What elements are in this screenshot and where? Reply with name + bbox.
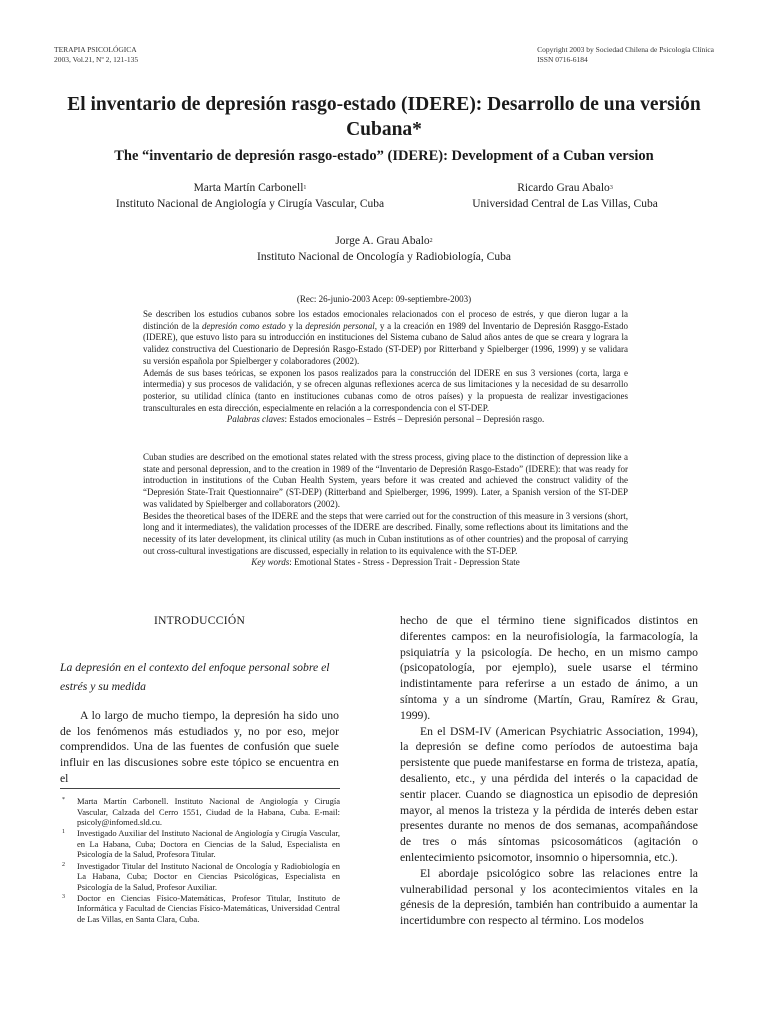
- keywords-separator: :: [289, 557, 294, 568]
- footnote-text: Investigador Titular del Instituto Nacional de Oncología y Radiobiología en La Habana, Cuba; Doctor en Ciencias Psicológicas, Especialista en Psicología de la Salud, Profesor Auxiliar.: [77, 860, 340, 892]
- footnote-text: Investigado Auxiliar del Instituto Nacional de Angiología y Cirugía Vascular, en La Habana, Cuba; Doctora en Ciencias de la Salud, Especialista en Psicología de la Salud, Profesora Titular.: [77, 828, 340, 860]
- copyright-line: Copyright 2003 by Sociedad Chilena de Psicología Clínica: [537, 45, 714, 54]
- paper-subtitle: The “inventario de depresión rasgo-estado” (IDERE): Development of a Cuban version: [114, 148, 654, 164]
- issn-line: ISSN 0716-6184: [537, 54, 588, 64]
- copyright-header: [537, 45, 714, 64]
- body-column-right: [400, 613, 698, 929]
- keywords-text: Emotional States - Stress - Depression Trait - Depression State: [293, 557, 520, 568]
- keywords-label: Key words: [251, 557, 290, 568]
- received-accepted-dates: (Rec: 26-junio-2003 Acep: 09-septiembre-2003): [296, 294, 472, 304]
- author-mark: 2: [429, 238, 433, 244]
- subsection-title: La depresión en el contexto del enfoque personal sobre el estrés y su medida: [60, 660, 330, 693]
- abstract-emphasis: depresión como estado: [201, 320, 286, 331]
- body-paragraph: hecho de que el término tiene significados distintos en diferentes campos: en la neurofisiología, la farmacología, la psiquiatría y la psicología. De hecho, en un mismo campo (psicopatología, por ejemplo), suele usarse el término indistintamente para referirse a un estado de ánimo, a un síntoma y a un síndrome (Martín, Grau, Ramírez & Grau, 1999).: [400, 614, 698, 722]
- section-title: INTRODUCCIÓN: [153, 615, 246, 627]
- abstract-paragraph: Además de sus bases teóricas, se exponen los pasos realizados para la construcción del IDERE en sus 3 versiones (corta, larga e intermedia) y sus procesos de validación, y se ofrecen algunas reflexiones acerca de sus limitaciones y la necesidad de su desarrollo posterior, su utilidad clínica (tanto en instituciones cubanas como de otros países) y la propuesta de realizar investigaciones transculturales en esta dirección, especialmente en relación a la correspondencia con el ST-DEP.: [143, 367, 628, 413]
- footnote: [62, 828, 340, 860]
- abstract-text: y la: [285, 320, 306, 331]
- author-name: Jorge A. Grau Abalo: [335, 235, 430, 247]
- journal-volume: 2003, Vol.21, Nº 2, 121-135: [54, 54, 139, 64]
- abstract-paragraph: Cuban studies are described on the emotional states related with the stress process, giving place to the distinction of depression like a state and personal depression, and to the creation in 1989 of the “Inventario de Depresión Rasgo-Estado” (IDERE): that was ready for introduction in institutions of the Cuban Health System, years before it was created and achieved the construct validity of the “Depresión State-Trait Questionnaire” (ST-DEP) (Ritterband and Spielberger, 1996, 1999). Later, a Spanish version of the ST-DEP was validated by Spielberger and collaborators (2002).: [143, 452, 628, 509]
- journal-name: TERAPIA PSICOLÓGICA: [54, 45, 137, 54]
- abstract-text: , y a la creación en 1989 del Inventario de Depresión Rasggo-Estado (IDERE), que estuvo listo para su introducción en instituciones del Sistema cubano de Salud años antes de que se creara y lograra la validez constructiva del Cuestionario de Depresión Rasgo-Estado (ST-DEP) por Ritterband y Spielberger (1996, 1999) y se validara su versión española por Spielberger y colaboradores (2002).: [143, 320, 629, 366]
- keywords-text: Estados emocionales – Estrés – Depresión personal – Depresión rasgo.: [289, 414, 545, 425]
- body-paragraph: A lo largo de mucho tiempo, la depresión ha sido uno de los fenómenos más estudiados y, no por eso, mejor comprendidos. Una de las fuentes de confusión que suele influir en las discusiones sobre este tópico se encuentra en el: [60, 708, 339, 785]
- body-paragraph: En el DSM-IV (American Psychiatric Association, 1994), la depresión se define como períodos de autoestima baja persistente que puede manifestarse en forma de tristeza, apatía, desaliento, etc., y una pérdida del interés o la capacidad de sentir placer. Cuando se diagnostica un episodio de depresión mayor, al menos la tristeza y la pérdida de interés deben estar presentes durante no menos de dos semanas, acompañándose de tres o más síntomas psicosomáticos (agitación o enlentecimiento psicomotor, insomnio o hipersomnia, etc.).: [400, 724, 698, 864]
- footnote-mark: *: [62, 797, 65, 803]
- abstract-english: [143, 452, 628, 569]
- abstract-paragraph: Besides the theoretical bases of the IDERE and the steps that were carried out for the construction of this measure in 3 versions (short, long and it intermediates), the validation processes of the IDERE are described. Finally, some reflections about its limitations and the necessity of its later development, its clinical utility (as much in Cuban institutions as of other countries) and the proposal of carrying out cross-cultural investigations are discussed, especially in relation to its equivalence with the ST-DEP.: [143, 510, 628, 556]
- abstract-emphasis: depresión personal: [305, 320, 375, 331]
- author-affiliation: Instituto Nacional de Angiología y Cirugía Vascular, Cuba: [115, 198, 385, 210]
- keywords-line: [143, 557, 628, 569]
- author-block-2: [430, 180, 700, 212]
- author-mark: 1: [303, 185, 307, 191]
- keywords-separator: :: [284, 414, 290, 425]
- footnotes: [62, 796, 340, 925]
- footnote-divider: [60, 788, 340, 789]
- body-paragraph: El abordaje psicológico sobre las relaciones entre la vulnerabilidad personal y los acontecimientos vitales en la génesis de la depresión, también han contribuido a aumentar la incertidumbre con respecto al término. Los modelos: [400, 866, 698, 928]
- footnote-mark: 3: [62, 893, 65, 900]
- author-name: Marta Martín Carbonell: [193, 182, 304, 194]
- author-block-1: [80, 180, 420, 212]
- author-block-3: [184, 233, 584, 265]
- footnote-text: Marta Martín Carbonell. Instituto Nacional de Angiología y Cirugía Vascular, Calzada del Cerro 1551, Ciudad de la Habana, Cuba. E-mail: psicoly@infomed.sld.cu.: [77, 796, 340, 828]
- keywords-line: [143, 414, 628, 426]
- journal-header: [54, 45, 138, 64]
- abstract-spanish: [143, 309, 628, 426]
- author-name: Ricardo Grau Abalo: [517, 182, 610, 194]
- body-column-left: [60, 614, 339, 787]
- author-mark: 3: [609, 185, 613, 191]
- footnote: [62, 861, 340, 893]
- footnote: [62, 893, 340, 925]
- paper-title: El inventario de depresión rasgo-estado (IDERE): Desarrollo de una versión Cubana*: [67, 94, 701, 140]
- keywords-label: Palabras claves: [226, 414, 285, 425]
- abstract-text: Se describen los estudios cubanos sobre los estados emocionales relacionados con el proceso de estrés, y que dieron lugar a la distinción de la: [143, 309, 628, 331]
- abstract-paragraph: [143, 309, 628, 368]
- footnote-mark: 2: [62, 861, 65, 868]
- author-affiliation: Instituto Nacional de Oncología y Radiobiología, Cuba: [257, 251, 511, 263]
- author-affiliation: Universidad Central de Las Villas, Cuba: [472, 198, 658, 210]
- footnote: [62, 796, 340, 828]
- footnote-text: Doctor en Ciencias Físico-Matemáticas, Profesor Titular, Instituto de Informática y Facultad de Ciencias Físico-Matemáticas, Universidad Central de Las Villas, en Santa Clara, Cuba.: [77, 892, 340, 925]
- footnote-mark: 1: [62, 829, 65, 836]
